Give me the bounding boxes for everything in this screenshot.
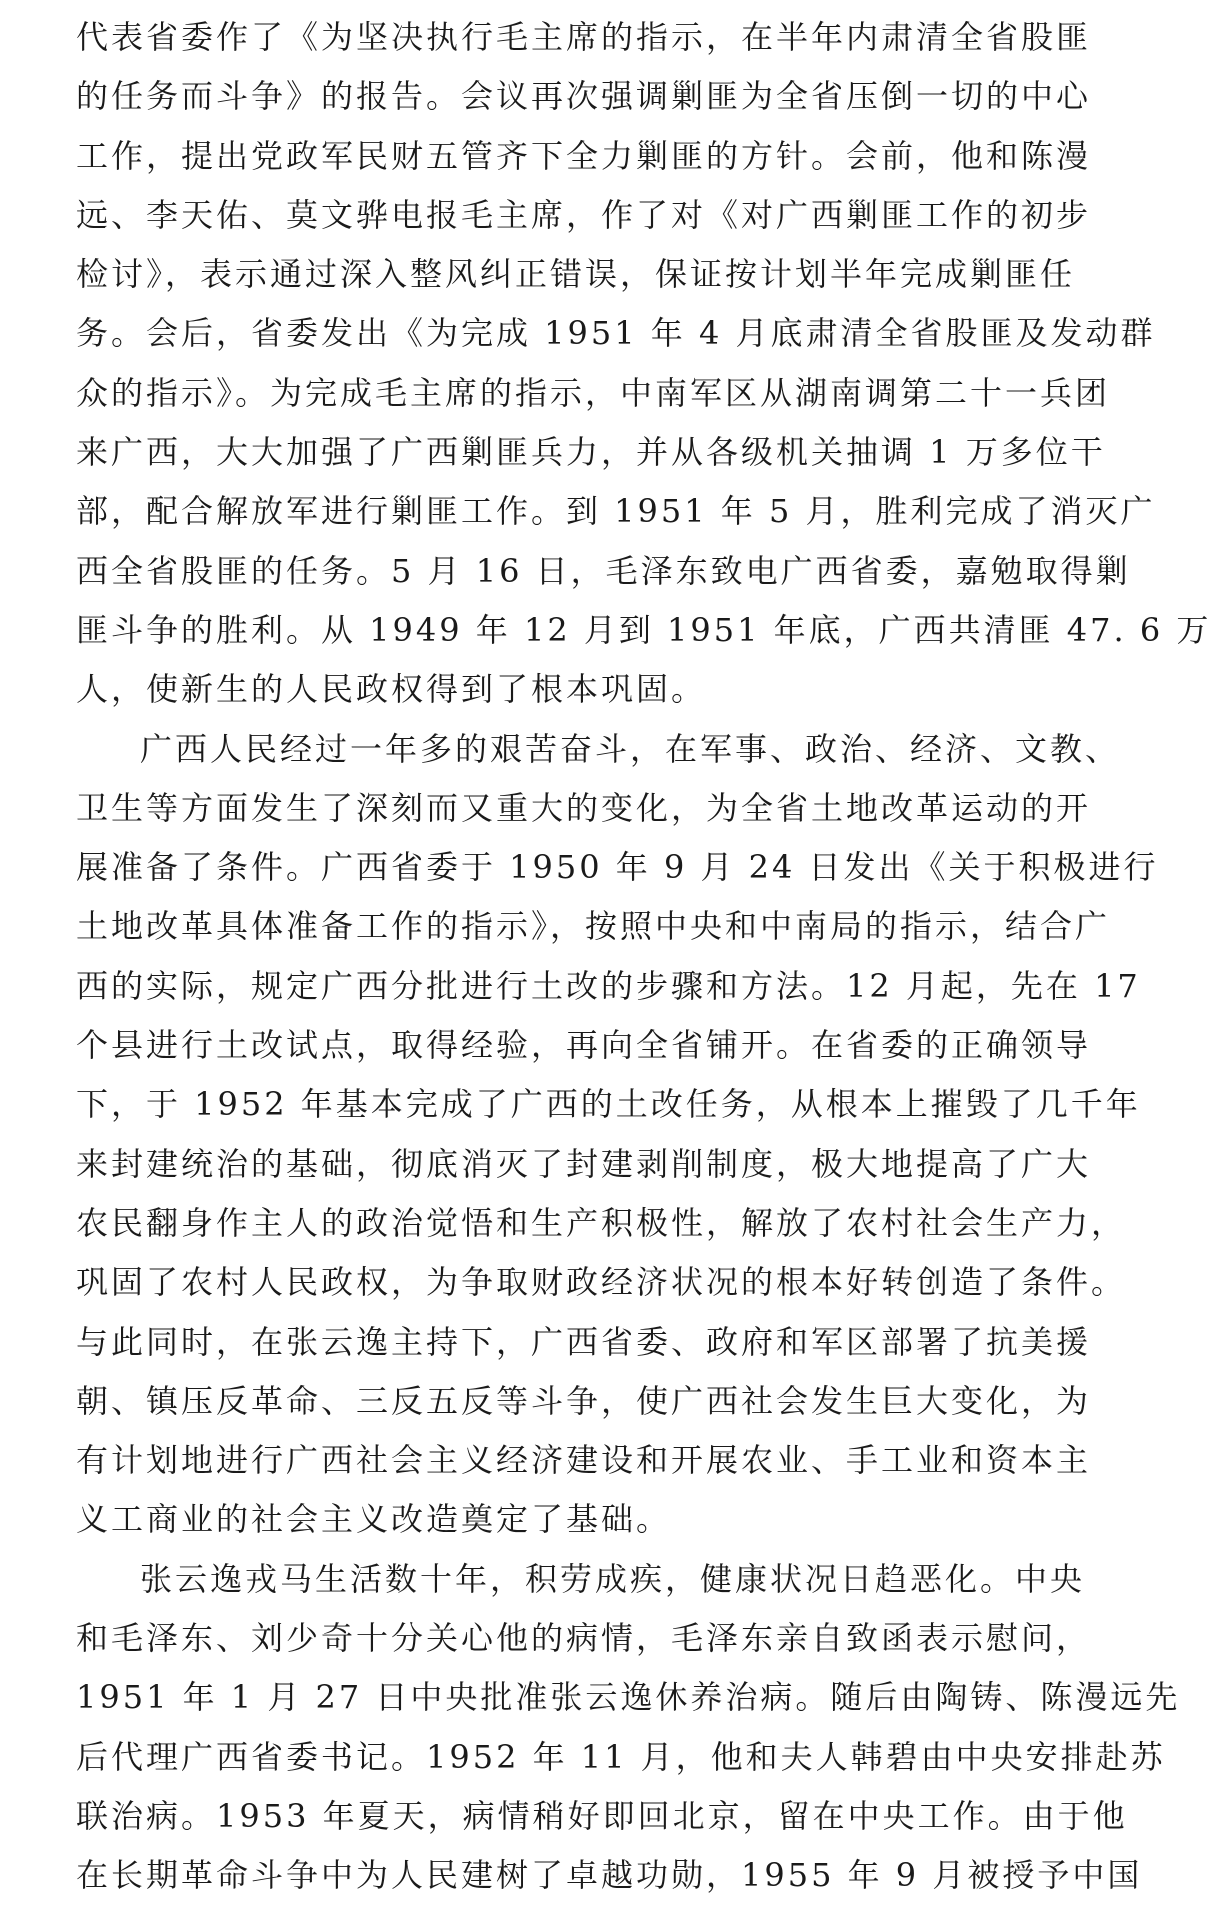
text-line: 西全省股匪的任务。5 月 16 日，毛泽东致电广西省委，嘉勉取得剿 [76,551,1131,590]
text-line: 朝、镇压反革命、三反五反等斗争，使广西社会发生巨大变化，为 [76,1381,1092,1420]
text-line: 有计划地进行广西社会主义经济建设和开展农业、手工业和资本主 [76,1441,1092,1480]
text-line: 检讨》，表示通过深入整风纠正错误，保证按计划半年完成剿匪任 [76,255,1076,294]
text-line: 来封建统治的基础，彻底消灭了封建剥削制度，极大地提高了广大 [76,1144,1092,1183]
text-line: 匪斗争的胜利。从 1949 年 12 月到 1951 年底，广西共清匪 47. 6 万 [76,610,1211,649]
document-page [76,8,1211,1906]
text-line: 广西人民经过一年多的艰苦奋斗，在军事、政治、经济、文教、 [140,729,1121,768]
paragraph-2 [76,720,1159,1550]
text-line: 农民翻身作主人的政治觉悟和生产积极性，解放了农村社会生产力， [76,1203,1127,1242]
text-line: 下，于 1952 年基本完成了广西的土改任务，从根本上摧毁了几千年 [76,1085,1141,1124]
text-line: 与此同时，在张云逸主持下，广西省委、政府和军区部署了抗美援 [76,1322,1092,1361]
text-line: 人，使新生的人民政权得到了根本巩固。 [76,670,707,709]
text-line: 联治病。1953 年夏天，病情稍好即回北京，留在中央工作。由于他 [76,1796,1128,1835]
text-line: 后代理广西省委书记。1952 年 11 月，他和夫人韩碧由中央安排赴苏 [76,1737,1166,1776]
text-line: 务。会后，省委发出《为完成 1951 年 4 月底肃清全省股匪及发动群 [76,314,1156,353]
text-line: 在长期革命斗争中为人民建树了卓越功勋，1955 年 9 月被授予中国 [76,1856,1143,1895]
text-line: 展准备了条件。广西省委于 1950 年 9 月 24 日发出《关于积极进行 [76,848,1159,887]
text-line: 部，配合解放军进行剿匪工作。到 1951 年 5 月，胜利完成了消灭广 [76,492,1156,531]
text-line: 西的实际，规定广西分批进行土改的步骤和方法。12 月起，先在 17 [76,966,1141,1005]
text-line: 个县进行土改试点，取得经验，再向全省铺开。在省委的正确领导 [76,1026,1092,1065]
paragraph-1 [76,8,1211,720]
text-line: 1951 年 1 月 27 日中央批准张云逸休养治病。随后由陶铸、陈漫远先 [76,1678,1181,1717]
text-line: 远、李天佑、莫文骅电报毛主席，作了对《对广西剿匪工作的初步 [76,195,1092,234]
text-line: 巩固了农村人民政权，为争取财政经济状况的根本好转创造了条件。 [76,1263,1127,1302]
text-line: 众的指示》。为完成毛主席的指示，中南军区从湖南调第二十一兵团 [76,373,1111,412]
text-line: 代表省委作了《为坚决执行毛主席的指示，在半年内肃清全省股匪 [76,18,1092,56]
text-line: 卫生等方面发生了深刻而又重大的变化，为全省土地改革运动的开 [76,788,1092,827]
text-line: 张云逸戎马生活数十年，积劳成疾，健康状况日趋恶化。中央 [140,1559,1086,1598]
text-line: 来广西，大大加强了广西剿匪兵力，并从各级机关抽调 1 万多位干 [76,433,1106,472]
text-line: 的任务而斗争》的报告。会议再次强调剿匪为全省压倒一切的中心 [76,77,1092,116]
text-line: 工作，提出党政军民财五管齐下全力剿匪的方针。会前，他和陈漫 [76,136,1092,175]
text-line: 和毛泽东、刘少奇十分关心他的病情，毛泽东亲自致函表示慰问， [76,1619,1092,1658]
paragraph-3 [76,1550,1181,1906]
text-line: 义工商业的社会主义改造奠定了基础。 [76,1500,672,1539]
text-line: 土地改革具体准备工作的指示》，按照中央和中南局的指示，结合广 [76,907,1111,946]
